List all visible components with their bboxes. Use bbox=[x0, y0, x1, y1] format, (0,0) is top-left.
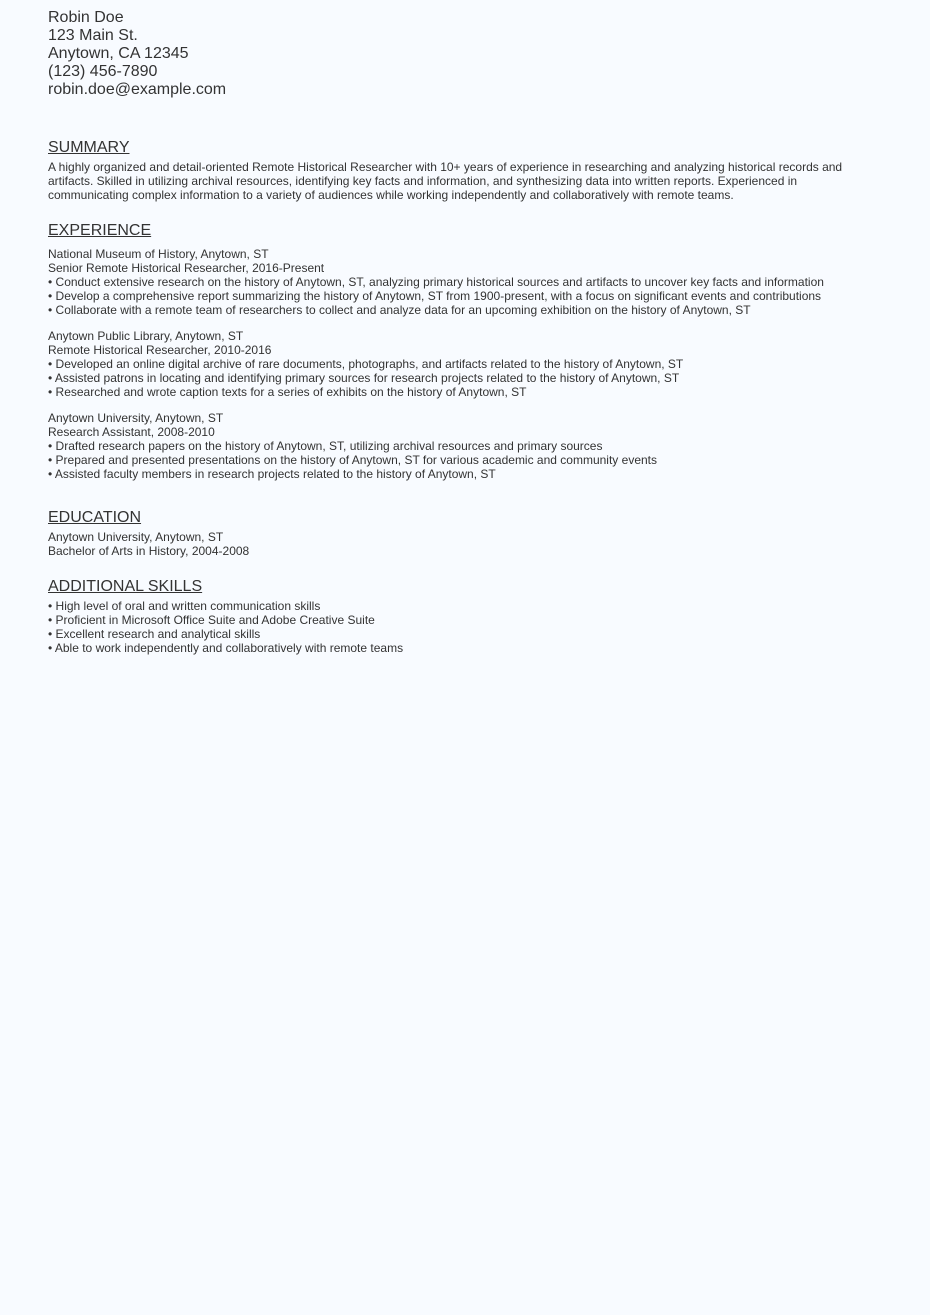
job-1 bbox=[48, 247, 868, 317]
job-bullet: • Assisted faculty members in research projects related to the history of Anytown, ST bbox=[48, 467, 868, 481]
skill-item: • High level of oral and written communication skills bbox=[48, 599, 868, 613]
job-bullet: • Developed an online digital archive of rare documents, photographs, and artifacts related to the history of Anytown, ST bbox=[48, 357, 868, 371]
education-section bbox=[48, 509, 868, 558]
job-3 bbox=[48, 411, 868, 481]
experience-section bbox=[48, 222, 868, 481]
job-role: Senior Remote Historical Researcher, 2016-Present bbox=[48, 261, 325, 275]
education-school: Anytown University, Anytown, ST bbox=[48, 530, 224, 544]
job-bullet: • Drafted research papers on the history of Anytown, ST, utilizing archival resources and primary sources bbox=[48, 439, 868, 453]
job-employer: National Museum of History, Anytown, ST bbox=[48, 247, 269, 261]
contact-block bbox=[48, 9, 868, 99]
summary-text: A highly organized and detail-oriented Remote Historical Researcher with 10+ years of experience in researching and analyzing historical records and artifacts. Skilled in utilizing archival resources, identifying key facts and information, and synthesizing data into written reports. Experienced in communicating complex information to a variety of audiences while working independently and collaboratively with remote teams. bbox=[48, 160, 843, 202]
skills-section bbox=[48, 578, 868, 655]
job-bullet: • Collaborate with a remote team of researchers to collect and analyze data for an upcoming exhibition on the history of Anytown, ST bbox=[48, 303, 868, 317]
education-heading: EDUCATION bbox=[48, 509, 142, 526]
contact-name: Robin Doe bbox=[48, 9, 124, 26]
skills-heading: ADDITIONAL SKILLS bbox=[48, 578, 203, 595]
job-employer: Anytown Public Library, Anytown, ST bbox=[48, 329, 244, 343]
job-employer: Anytown University, Anytown, ST bbox=[48, 411, 224, 425]
job-bullet: • Assisted patrons in locating and identifying primary sources for research projects related to the history of Anytown, ST bbox=[48, 371, 868, 385]
contact-email: robin.doe@example.com bbox=[48, 81, 227, 98]
job-role: Research Assistant, 2008-2010 bbox=[48, 425, 215, 439]
skill-item: • Able to work independently and collaboratively with remote teams bbox=[48, 641, 868, 655]
contact-phone: (123) 456-7890 bbox=[48, 63, 158, 80]
experience-heading: EXPERIENCE bbox=[48, 222, 152, 239]
resume-page bbox=[48, 9, 868, 655]
job-2 bbox=[48, 329, 868, 399]
skill-item: • Excellent research and analytical skills bbox=[48, 627, 868, 641]
job-bullet: • Prepared and presented presentations on the history of Anytown, ST for various academic and community events bbox=[48, 453, 868, 467]
contact-city: Anytown, CA 12345 bbox=[48, 45, 189, 62]
education-degree: Bachelor of Arts in History, 2004-2008 bbox=[48, 544, 250, 558]
contact-street: 123 Main St. bbox=[48, 27, 138, 44]
job-bullet: • Researched and wrote caption texts for a series of exhibits on the history of Anytown, ST bbox=[48, 385, 868, 399]
job-bullet: • Develop a comprehensive report summarizing the history of Anytown, ST from 1900-present, with a focus on significant events and contributions bbox=[48, 289, 868, 303]
job-role: Remote Historical Researcher, 2010-2016 bbox=[48, 343, 272, 357]
job-bullet: • Conduct extensive research on the history of Anytown, ST, analyzing primary historical sources and artifacts to uncover key facts and information bbox=[48, 275, 868, 289]
skill-item: • Proficient in Microsoft Office Suite and Adobe Creative Suite bbox=[48, 613, 868, 627]
summary-section bbox=[48, 139, 868, 202]
summary-heading: SUMMARY bbox=[48, 139, 130, 156]
